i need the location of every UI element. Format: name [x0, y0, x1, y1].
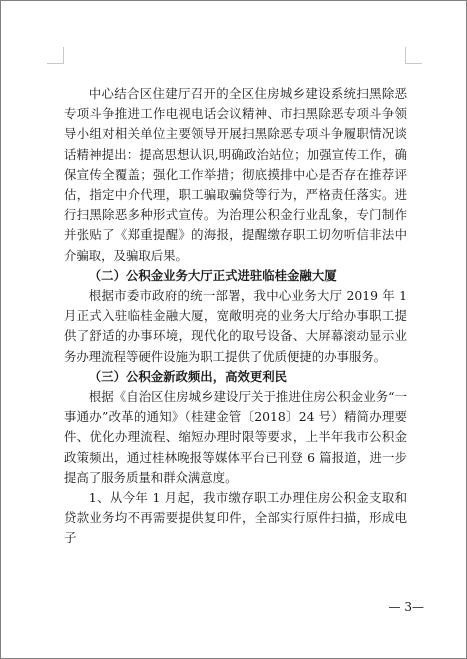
page-number: — 3—: [388, 600, 424, 614]
crop-mark-top-right: [405, 47, 422, 64]
paragraph-intro: 中心结合区住建厅召开的全区住房城乡建设系统扫黑除恶专项斗争推进工作电视电话会议精神、市扫黑除恶专项斗争领导小组对相关单位主要领导开展扫黑除恶专项斗争履职情况谈话精神提出：提高思想认识,明确政治站位；加强宣传工作，确保宣传全覆盖；强化工作举措；彻底摸排中心是否存在推荐评估，指定中介代理，职工骗取骗贷等行为，严格责任落实。进行扫黑除恶多种形式宣传。为治理公积金行业乱象，专门制作并张贴了《郑重提醒》的海报，提醒缴存职工切勿听信非法中介骗取，及骗取后果。: [64, 86, 407, 263]
paragraph-policy: 根据《自治区住房城乡建设厅关于推进住房公积金业务“一事通办”改革的通知》（桂建金管〔2018〕24 号）精简办理要件、优化办理流程、缩短办理时限等要求，上半年我市公积金政策频出，通过桂林晚报等媒体平台已刊登 6 篇报道，进一步提高了服务质量和群众满意度。: [64, 389, 407, 485]
crop-mark-top-left: [47, 47, 64, 64]
section-heading-3: （三）公积金新政频出，高效更利民: [88, 368, 288, 384]
section-heading-2: （二）公积金业务大厅正式进驻临桂金融大厦: [88, 267, 337, 283]
document-body: [64, 84, 407, 549]
paragraph-hall: 根据市委市政府的统一部署，我中心业务大厅 2019 年 1 月正式入驻临桂金融大厦，宽敞明亮的业务大厅给办事职工提供了舒适的办事环境，现代化的取号设备、大屏幕滚动显示业务办理流程等硬件设施为职工提供了优质便捷的办事服务。: [64, 288, 407, 364]
paragraph-item-1: 1、从今年 1 月起，我市缴存职工办理住房公积金支取和贷款业务均不再需要提供复印件，全部实行原件扫描，形成电子: [64, 490, 407, 546]
